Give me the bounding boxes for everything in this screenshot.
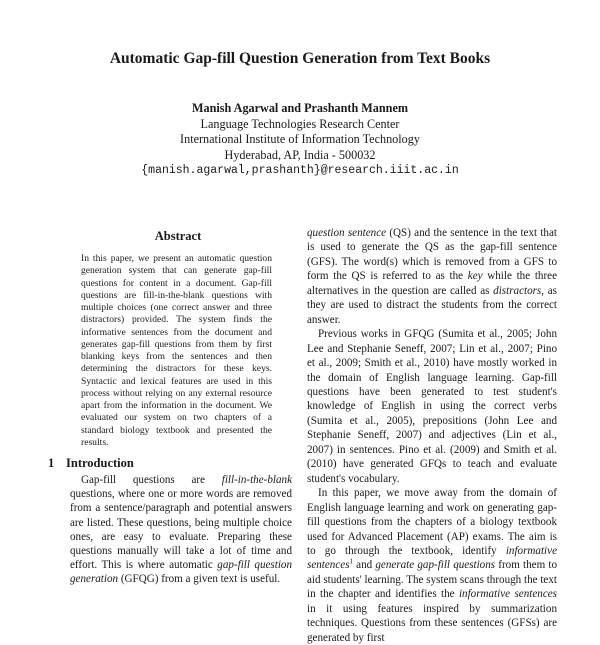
right-column-body [307, 226, 557, 645]
affiliation-line: International Institute of Information Technology [180, 132, 420, 146]
affiliation-line: Language Technologies Research Center [200, 116, 400, 131]
paragraph: question sentence (QS) and the sentence in the text that is used to generate the QS as the gap-fill sentence (GFS). The word(s) which is removed from a GFS to form the QS is referred to as the key while the three alternatives in the question are called as distractors, as they are used to distract the students from the correct answer. [307, 227, 557, 326]
section-number: 1 [48, 456, 55, 470]
author-block [0, 101, 600, 179]
paragraph: Previous works in GFQG (Sumita et al., 2005; John Lee and Stephanie Seneff, 2007; Lin et al., 2007; Pino et al., 2009; Smith et al., 2010) have mostly worked in the domain of English language learning. Gap-fill questions have been generated to test student's knowledge of English in using the correct verbs (Sumita et al., 2005), prepositions (John Lee and Stephanie Seneff, 2007) and adjectives (Lin et al., 2007) in sentences. Pino et al. (2009) and Smith et al. (2010) have generated GFQs to teach and evaluate student's vocabulary. [307, 328, 557, 485]
paragraph: In this paper, we move away from the domain of English language learning and work on generating gap-fill questions from the chapters of a biology textbook used for Advanced Placement (AP) exams. The aim is to go through the textbook, identify informative sentences$^1$ and generate gap-fill questions from them to aid students' learning. The system scans through the text in the chapter and identifies the informative sentences in it using features inspired by summarization techniques. Questions from these sentences (GFSs) are generated by first [307, 487, 557, 644]
affiliation-line: Hyderabad, AP, India - 500032 [224, 147, 376, 162]
footnote-marker: 1 [349, 557, 354, 566]
abstract-heading: Abstract [154, 229, 202, 243]
author-names: Manish Agarwal and Prashanth Mannem [191, 101, 409, 115]
introduction-body [70, 473, 292, 587]
paper-title: Automatic Gap-fill Question Generation from Text Books [109, 50, 491, 67]
abstract-text: In this paper, we present an automatic question generation system that can generate gap-fill questions for content in a document. Gap-fill questions are fill-in-the-blank questions with multiple choices (one correct answer and three distractors) provided. The system finds the informative sentences from the document and generates gap-fill questions from them by first blanking keys from the sentences and then determining the distractors for these keys. Syntactic and lexical features are used in this process without relying on any external resource apart from the information in the document. We evaluated our system on two chapters of a standard biology textbook and presented the results. [81, 253, 272, 448]
section-heading-introduction [48, 456, 134, 471]
section-title: Introduction [66, 456, 134, 470]
paragraph: Gap-fill questions are fill-in-the-blank questions, where one or more words are removed from a sentence/paragraph and potential answers are listed. These questions, being multiple choice ones, are easy to evaluate. Preparing these questions manually will take a lot of time and effort. This is where automatic gap-fill question generation (GFQG) from a given text is useful. [70, 474, 292, 586]
author-email: {manish.agarwal,prashanth}@research.iiit.ac.in [141, 164, 459, 177]
